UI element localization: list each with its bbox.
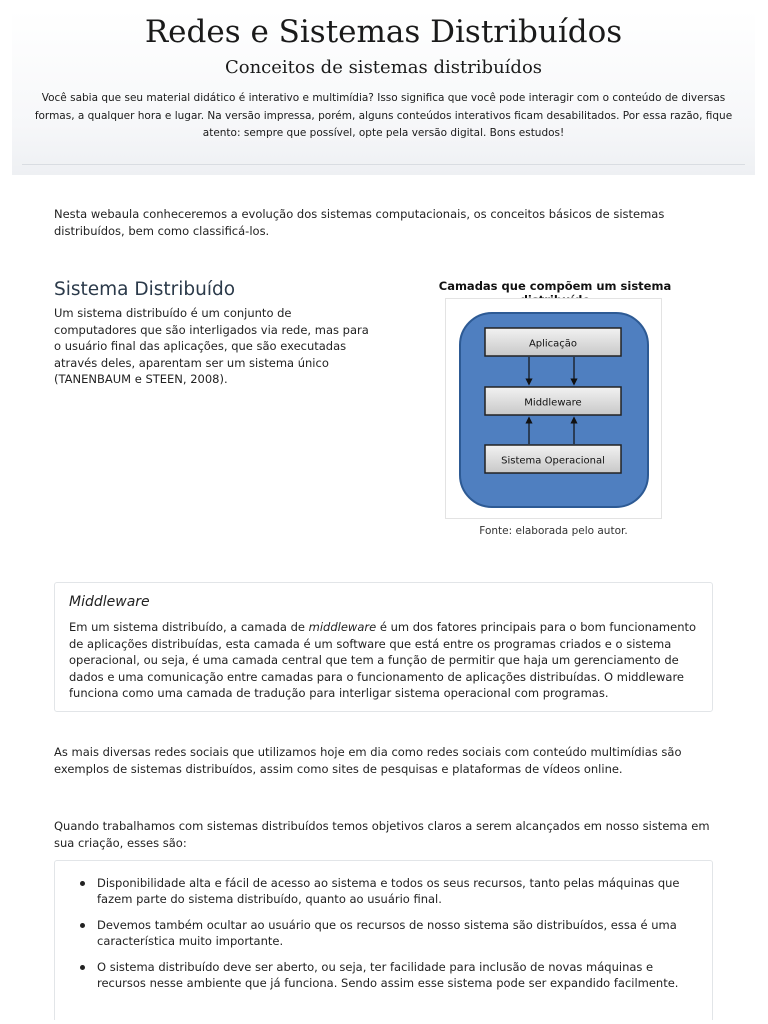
layer-middleware bbox=[485, 387, 621, 415]
objectives-list bbox=[97, 875, 703, 1001]
layer-application bbox=[485, 328, 621, 356]
social-paragraph: As mais diversas redes sociais que utilizamos hoje em dia como redes sociais com conteúdo multimídias são exemplos de sistemas distribuídos, assim como sites de pesquisas e plataformas de vídeos online. bbox=[54, 745, 682, 776]
middleware-term: middleware bbox=[308, 620, 377, 634]
middleware-card-body: Em um sistema distribuído, a camada de middleware é um dos fatores principais para o bom funcionamento de aplicações distribuídas, esta camada é um software que está entre os programas criados e o sistema operacional, ou seja, é uma camada central que tem a função de permitir que haja um gerenciamento de dados e uma comunicação entre camadas para o funcionamento de aplicações distribuídas. O middleware funciona como uma camada de tradução para interligar sistema operacional com programas. bbox=[69, 620, 697, 700]
figure-caption: Camadas que compõem um sistema bbox=[438, 279, 672, 293]
intro-paragraph: Nesta webaula conheceremos a evolução dos sistemas computacionais, os conceitos básicos de sistemas distribuídos, bem como classificá-los. bbox=[54, 207, 665, 238]
layer-os-label: Sistema Operacional bbox=[501, 455, 605, 467]
page-subtitle: Conceitos de sistemas distribuídos bbox=[224, 57, 543, 78]
objectives-paragraph: Quando trabalhamos com sistemas distribuídos temos objetivos claros a serem alcançados em nosso sistema em sua criação, esses são: bbox=[54, 819, 710, 850]
middleware-card bbox=[54, 582, 713, 712]
objectives-box bbox=[54, 860, 713, 1020]
layers-diagram-svg bbox=[446, 299, 661, 518]
page-title: Redes e Sistemas Distribuídos bbox=[144, 14, 623, 50]
section-title: Sistema Distribuído bbox=[54, 279, 236, 300]
layer-middleware-label: Middleware bbox=[524, 397, 582, 409]
layer-os bbox=[485, 445, 621, 473]
header-divider bbox=[22, 164, 745, 165]
list-item: Devemos também ocultar ao usuário que os recursos de nosso sistema são distribuídos, essa é uma característica muito importante. bbox=[97, 917, 703, 949]
layer-application-label: Aplicação bbox=[528, 338, 578, 350]
page-header bbox=[12, 10, 755, 175]
middleware-card-title: Middleware bbox=[69, 594, 150, 610]
list-item: O sistema distribuído deve ser aberto, ou seja, ter facilidade para inclusão de novas máquinas e recursos nesse ambiente que já funciona. Sendo assim esse sistema pode ser expandido facilmente. bbox=[97, 959, 703, 991]
layers-diagram bbox=[445, 298, 662, 519]
figure-source: Fonte: elaborada pelo autor. bbox=[479, 525, 628, 537]
list-item: Disponibilidade alta e fácil de acesso ao sistema e todos os seus recursos, tanto pelas máquinas que fazem parte do sistema distribuído, quanto ao usuário final. bbox=[97, 875, 703, 907]
section-body: Um sistema distribuído é um conjunto de computadores que são interligados via rede, mas para o usuário final das aplicações, que são executadas através deles, aparentam ser um sistema único (TANENBAUM e STEEN, 2008). bbox=[54, 306, 369, 386]
header-intro: Você sabia que seu material didático é interativo e multimídia? Isso significa que você pode interagir com o conteúdo de diversas formas, a qualquer hora e lugar. Na versão impressa, porém, alguns conteúdos interativos ficam desabilitados. Por essa razão, fique atento: sempre que possível, opte pela versão digital. Bons estudos! bbox=[34, 92, 733, 139]
